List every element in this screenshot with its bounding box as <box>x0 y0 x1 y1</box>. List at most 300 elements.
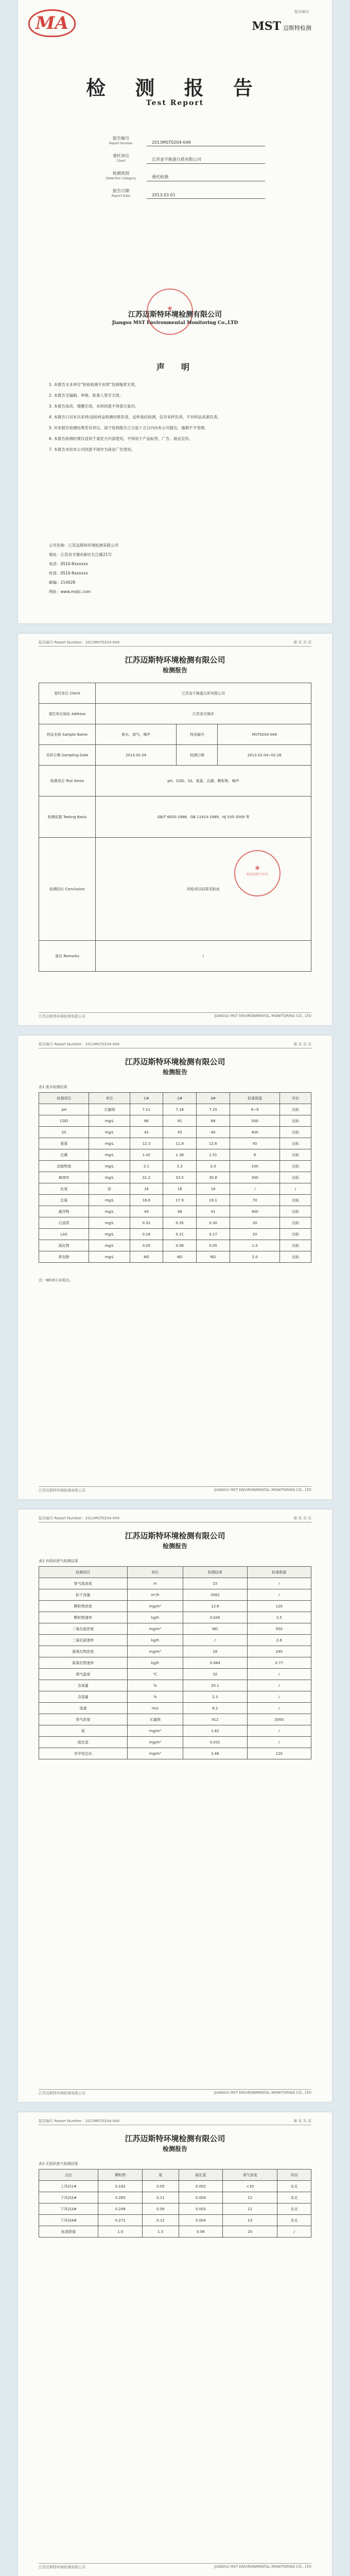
table-cell: 0.248 <box>98 2204 143 2215</box>
table-cell: 20.1 <box>183 1680 247 1691</box>
table-cell: 88 <box>197 1115 230 1127</box>
table-cell: 0.21 <box>163 1229 197 1240</box>
table-cell: 达标 <box>280 1138 311 1149</box>
table-cell: 总氮 <box>39 1195 89 1206</box>
table-cell: 7.18 <box>163 1104 197 1115</box>
table-row <box>39 1149 311 1161</box>
column-header: 2# <box>163 1093 197 1104</box>
table-cell: 东北 <box>277 2192 311 2204</box>
table-cell: 臭气浓度 <box>39 1714 128 1725</box>
table-cell: / <box>247 1737 311 1748</box>
exhaust-page <box>18 1510 332 2102</box>
exhaust-table <box>39 1566 311 1759</box>
table-cell: 70 <box>230 1195 279 1206</box>
table-row <box>39 1635 311 1646</box>
table-header-row <box>39 1093 311 1104</box>
table-row <box>39 1714 311 1725</box>
table-cell: 8.2 <box>183 1703 247 1714</box>
table-cell: 达标 <box>280 1104 311 1115</box>
table-row: 检测结论 Conclusion 所检项目结果见附表 <box>39 838 311 941</box>
table-cell: 45 <box>230 1138 279 1149</box>
page-header: 报告编号 Report Number：2013MST0204-049 第 页 共 页 <box>39 1042 311 1048</box>
table-cell: mg/L <box>89 1172 130 1183</box>
table-cell: 2.0 <box>230 1251 279 1263</box>
table-cell: 1.38 <box>163 1149 197 1161</box>
table-cell: 东北 <box>277 2204 311 2215</box>
inspection-seal: ★ 检验检测专用章 <box>234 850 281 896</box>
table-cell: 2.6 <box>247 1635 311 1646</box>
table-cell: 20 <box>223 2226 277 2238</box>
table-cell: 非甲烷总烃 <box>39 1748 128 1759</box>
table-cell: 6~9 <box>230 1104 279 1115</box>
field-label-en: Report Number <box>109 142 133 145</box>
cover-company: 江苏迈斯特环境检测有限公司 <box>128 311 222 319</box>
table-row <box>39 1748 311 1759</box>
table-cell: mg/L <box>89 1251 130 1263</box>
declaration-item: 5. 对本报告检测结果若有异议，请于收到报告之日起十五日内向本公司提出，逾期不予受理。 <box>49 426 208 430</box>
table-row <box>39 1691 311 1703</box>
table-cell: COD <box>39 1115 89 1127</box>
cover-field <box>95 181 265 199</box>
field-label-en: Detection Category <box>106 177 136 180</box>
table-cell: 下风向4# <box>39 2215 98 2226</box>
table-cell: 0.271 <box>98 2215 143 2226</box>
field-value: 委托检测 <box>147 174 265 181</box>
wastewater-page <box>18 1036 332 1499</box>
page-footer: 江苏迈斯特环境检测有限公司 JIANGSU MST ENVIRONMENTAL MONITORING CO., LTD <box>39 2563 311 2570</box>
report-no-label: 报告编号： <box>294 10 312 14</box>
table-header-row <box>39 1567 311 1578</box>
table-cell: 400 <box>230 1127 279 1138</box>
table-cell: 达标 <box>280 1240 311 1251</box>
table-cell: 0.265 <box>98 2192 143 2204</box>
table-cell: ND <box>130 1251 163 1263</box>
table-row <box>39 1657 311 1669</box>
table-cell: 0.11 <box>143 2192 179 2204</box>
table-cell: 氨氮 <box>39 1138 89 1149</box>
table-cell: / <box>247 1703 311 1714</box>
table-cell: ℃ <box>127 1669 183 1680</box>
page-header: 报告编号 Report Number：2013MST0204-049 第 页 共 页 <box>39 640 311 647</box>
page-header: 报告编号 Report Number：2013MST0204-049 第 页 共 页 <box>39 1516 311 1522</box>
table-cell: mg/m³ <box>127 1748 183 1759</box>
table-cell: 0.05 <box>130 1240 163 1251</box>
table-cell: 16 <box>130 1183 163 1195</box>
table-cell: % <box>127 1691 183 1703</box>
table-cell: 300 <box>230 1172 279 1183</box>
table-cell: / <box>247 1680 311 1691</box>
table-cell: 东北 <box>277 2215 311 2226</box>
field-label-en: Report Date <box>111 194 131 198</box>
table-cell: / <box>247 1578 311 1589</box>
table-cell: 达标 <box>280 1229 311 1240</box>
table-cell: 0.002 <box>179 2181 223 2192</box>
table-row: 采样日期 Sampling Date 2013.02.04 检测日期 2013.02.04~02.26 <box>39 745 311 766</box>
section-report: 检测报告 <box>162 1543 187 1550</box>
declaration-item: 3. 本报告涂改、增删无效，未经同意不得部分复印。 <box>49 404 139 409</box>
table-cell: mg/L <box>89 1138 130 1149</box>
table-row: 检测依据 Testing Basis GB/T 6920-1986、GB 11914-1989、HJ 535-2009 等 <box>39 796 311 838</box>
table-row <box>39 1115 311 1127</box>
column-header: 点位 <box>39 2170 98 2181</box>
table-row: 委托单位 Client 江苏金不换蛋白质有限公司 <box>39 683 311 704</box>
table-cell: kg/h <box>127 1612 183 1623</box>
table-cell: / <box>247 1589 311 1601</box>
table-cell: 20 <box>230 1229 279 1240</box>
table-cell: 17.9 <box>163 1195 197 1206</box>
table-row <box>39 1589 311 1601</box>
table-cell: / <box>247 1669 311 1680</box>
table-row <box>39 1161 311 1172</box>
ma-logo: MA <box>28 9 76 37</box>
contact-block <box>49 541 255 597</box>
cover-field <box>95 164 265 181</box>
table-cell: 烟气温度 <box>39 1669 128 1680</box>
table-row <box>39 1206 311 1217</box>
table-cell: 0.12 <box>143 2215 179 2226</box>
table-cell: 3.5 <box>247 1612 311 1623</box>
table-cell: pH <box>39 1104 89 1115</box>
column-header: 评价 <box>280 1093 311 1104</box>
table-cell: 挥发酚 <box>39 1251 89 1263</box>
table-cell: 120 <box>247 1748 311 1759</box>
table-cell: / <box>280 1183 311 1195</box>
table-cell: mg/m³ <box>127 1646 183 1657</box>
table-caption: 表3 无组织废气检测结果 <box>39 2162 78 2166</box>
section-report: 检测报告 <box>162 1069 187 1076</box>
declaration-item: 2. 本报告无编制、审核、批准人签字无效。 <box>49 393 124 398</box>
table-row: 委托单位地址 Address 江苏省无锡市 <box>39 704 311 724</box>
table-cell: 1.0 <box>230 1240 279 1251</box>
section-company: 江苏迈斯特环境检测有限公司 <box>125 1531 225 1540</box>
table-cell: 240 <box>247 1646 311 1657</box>
table-cell: 1.0 <box>98 2226 143 2238</box>
table-cell: 上风向1# <box>39 2181 98 2192</box>
table-cell: 30.8 <box>197 1172 230 1183</box>
table-cell: m³/h <box>127 1589 183 1601</box>
field-value: 江苏金不换蛋白质有限公司 <box>147 157 265 164</box>
table-cell: 标干流量 <box>39 1589 128 1601</box>
table-caption: 表1 废水检测结果 <box>39 1085 67 1089</box>
column-header: 风向 <box>277 2170 311 2181</box>
table-cell: mg/L <box>89 1161 130 1172</box>
wastewater-table <box>39 1092 311 1263</box>
table-cell: % <box>127 1680 183 1691</box>
table-cell: <10 <box>223 2181 277 2192</box>
table-cell: mg/m³ <box>127 1737 183 1748</box>
table-cell: 12.6 <box>183 1601 247 1612</box>
table-cell: 达标 <box>280 1172 311 1183</box>
table-cell: 0.182 <box>98 2181 143 2192</box>
table-cell: 8 <box>230 1149 279 1161</box>
mst-logo-sub: 迈斯特检测 <box>283 25 311 31</box>
table-cell: 550 <box>247 1623 311 1635</box>
table-row <box>39 1623 311 1635</box>
table-cell: 40 <box>197 1127 230 1138</box>
table-cell: 东北 <box>277 2181 311 2192</box>
column-header: 检测项目 <box>39 1567 128 1578</box>
column-header: 标准限值 <box>230 1093 279 1104</box>
table-cell: 42 <box>130 1127 163 1138</box>
table-cell: 1.42 <box>130 1149 163 1161</box>
cover-subtitle: Test Report <box>146 99 204 107</box>
cover-seal: ★ <box>147 289 193 335</box>
table-cell: 2.3 <box>183 1691 247 1703</box>
table-cell: 下风向2# <box>39 2192 98 2204</box>
table-cell: 0.004 <box>179 2215 223 2226</box>
table-row <box>39 2204 311 2215</box>
table-row <box>39 1240 311 1251</box>
mst-logo <box>252 20 311 33</box>
table-cell: 31.2 <box>130 1172 163 1183</box>
table-cell: 20 <box>230 1217 279 1229</box>
table-cell: 无量纲 <box>127 1714 183 1725</box>
table-row <box>39 1195 311 1206</box>
table-row <box>39 1251 311 1263</box>
table-cell: 7.25 <box>197 1104 230 1115</box>
table-cell: 86 <box>130 1115 163 1127</box>
table-cell: 氮氧化物速率 <box>39 1657 128 1669</box>
table-cell: mg/L <box>89 1217 130 1229</box>
table-cell: 0.35 <box>163 1217 197 1229</box>
column-header: 3# <box>197 1093 230 1104</box>
table-header-row <box>39 2170 311 2181</box>
contact-line: 公司名称：江苏迈斯特环境检测有限公司 <box>49 543 118 548</box>
table-cell: kg/h <box>127 1635 183 1646</box>
table-cell: mg/L <box>89 1127 130 1138</box>
table-cell: 1.5 <box>143 2226 179 2238</box>
table-cell: 0.77 <box>247 1657 311 1669</box>
column-header: 单位 <box>127 1567 183 1578</box>
table-cell: 动植物油 <box>39 1161 89 1172</box>
table-cell: 达标 <box>280 1206 311 1217</box>
table-cell: 2.1 <box>130 1161 163 1172</box>
page-header: 报告编号 Report Number：2013MST0204-049 第 页 共 页 <box>39 2119 311 2125</box>
section-company: 江苏迈斯特环境检测有限公司 <box>125 1057 225 1066</box>
table-row <box>39 1229 311 1240</box>
table-cell: 达标 <box>280 1149 311 1161</box>
table-cell: 达标 <box>280 1161 311 1172</box>
table-cell: 0.064 <box>183 1657 247 1669</box>
table-cell: mg/L <box>89 1206 130 1217</box>
table-cell: 含氧量 <box>39 1680 128 1691</box>
table-cell: 二氧化硫速率 <box>39 1635 128 1646</box>
contact-line: 地址：江苏省无锡市新区长江路21号 <box>49 552 112 557</box>
column-header: 检测结果 <box>183 1567 247 1578</box>
table-cell: 0.003 <box>179 2204 223 2215</box>
table-cell: 45 <box>163 1127 197 1138</box>
table-cell: BOD5 <box>39 1172 89 1183</box>
table-row <box>39 1669 311 1680</box>
table-cell: 12 <box>223 2192 277 2204</box>
page-footer: 江苏迈斯特环境检测有限公司 JIANGSU MST ENVIRONMENTAL MONITORING CO., LTD <box>39 2089 311 2096</box>
table-cell: 16 <box>197 1183 230 1195</box>
cover-field <box>95 129 265 146</box>
table-row <box>39 1680 311 1691</box>
table-cell: 3562 <box>183 1589 247 1601</box>
table-cell: 0.17 <box>197 1229 230 1240</box>
table-cell: / <box>247 1725 311 1737</box>
table-cell: 氨 <box>39 1725 128 1737</box>
table-cell: 412 <box>183 1714 247 1725</box>
table-cell: 19.1 <box>197 1195 230 1206</box>
column-header: 1# <box>130 1093 163 1104</box>
table-cell: m/s <box>127 1703 183 1714</box>
table-row <box>39 2215 311 2226</box>
declaration-item: 6. 本报告检测结果仅适用于委托方内部使用，不得用于产品标签、广告、商业宣传。 <box>49 436 193 441</box>
contact-line: 电话：0510-8xxxxxx <box>49 562 88 566</box>
table-cell: 含湿量 <box>39 1691 128 1703</box>
table-cell: 1.82 <box>183 1725 247 1737</box>
table-cell: 12.6 <box>197 1138 230 1149</box>
section-company: 江苏迈斯特环境检测有限公司 <box>125 655 225 665</box>
column-header: 氨 <box>143 2170 179 2181</box>
info-table <box>39 683 311 972</box>
table-cell: 18 <box>183 1646 247 1657</box>
table-row <box>39 1601 311 1612</box>
field-label: 报告日期 <box>113 189 129 193</box>
table-cell: 悬浮物 <box>39 1206 89 1217</box>
table-cell: mg/L <box>89 1229 130 1240</box>
fugitive-page <box>18 2112 332 2576</box>
mst-logo-text: MST <box>252 20 281 33</box>
table-row <box>39 1703 311 1714</box>
table-row <box>39 1646 311 1657</box>
field-value: 2013MST0204-049 <box>147 140 265 146</box>
table-cell: 0.18 <box>130 1229 163 1240</box>
column-header: 颗粒物 <box>98 2170 143 2181</box>
table-cell: / <box>183 1635 247 1646</box>
table-cell: 16 <box>163 1183 197 1195</box>
page-footer: 江苏迈斯特环境检测有限公司 JIANGSU MST ENVIRONMENTAL MONITORING CO., LTD <box>39 1486 311 1493</box>
cover-company-en: Jiangsu MST Environmental Monitoring Co.,LTD <box>112 320 238 326</box>
table-cell: / <box>247 1691 311 1703</box>
column-header: 标准限值 <box>247 1567 311 1578</box>
column-header: 单位 <box>89 1093 130 1104</box>
table-cell: 100 <box>230 1161 279 1172</box>
table-cell: 18.6 <box>130 1195 163 1206</box>
table-cell: 二氧化硫浓度 <box>39 1623 128 1635</box>
info-page <box>18 634 332 1025</box>
table-row <box>39 2181 311 2192</box>
declaration-item: 4. 本报告只对本次采样/送检样品检测结果负责。送样委托检测，仅对来样负责，不对样品来源负责。 <box>49 415 221 419</box>
table-cell: LAS <box>39 1229 89 1240</box>
table-cell: 400 <box>230 1206 279 1217</box>
table-cell: mg/L <box>89 1149 130 1161</box>
page-footer: 江苏迈斯特环境检测有限公司 JIANGSU MST ENVIRONMENTAL MONITORING CO., LTD <box>39 1012 311 1019</box>
table-cell: 达标 <box>280 1127 311 1138</box>
table-cell: ND <box>183 1623 247 1635</box>
table-row: 检测项目 Test Items pH、COD、SS、氨氮、总磷、颗粒物、噪声 <box>39 766 311 796</box>
table-cell: 0.30 <box>197 1217 230 1229</box>
contact-line: 网址：www.mstjc.com <box>49 589 91 594</box>
column-header: 硫化氢 <box>179 2170 223 2181</box>
table-cell: mg/m³ <box>127 1623 183 1635</box>
table-cell: 0.06 <box>163 1240 197 1251</box>
table-cell: 氮氧化物浓度 <box>39 1646 128 1657</box>
section-report: 检测报告 <box>162 667 187 674</box>
table-cell: 120 <box>247 1601 311 1612</box>
table-row <box>39 1172 311 1183</box>
table-cell: 13 <box>223 2215 277 2226</box>
table-caption: 表2 有组织废气检测结果 <box>39 1559 78 1563</box>
table-cell: mg/L <box>89 1195 130 1206</box>
table-cell: 0.05 <box>197 1240 230 1251</box>
table-cell: ND <box>197 1251 230 1263</box>
table-cell: 0.05 <box>143 2181 179 2192</box>
declaration-item: 1. 本报告无本单位"检验检测专用章"及骑缝章无效。 <box>49 382 138 387</box>
table-cell: 石油类 <box>39 1217 89 1229</box>
table-cell: 7.21 <box>130 1104 163 1115</box>
declaration-title: 声 明 <box>156 362 194 372</box>
table-cell: 硫化氢 <box>39 1737 128 1748</box>
table-cell: 达标 <box>280 1217 311 1229</box>
contact-line: 传真：0510-8xxxxxx <box>49 571 88 575</box>
table-cell: 达标 <box>280 1115 311 1127</box>
table-cell: 0.045 <box>183 1612 247 1623</box>
table-cell: 达标 <box>280 1195 311 1206</box>
table-cell: mg/m³ <box>127 1725 183 1737</box>
cover-fields <box>95 129 265 199</box>
field-label: 报告编号 <box>113 136 129 141</box>
table-cell: mg/L <box>89 1115 130 1127</box>
table-cell: 46 <box>163 1206 197 1217</box>
declaration-item: 7. 本报告未经本公司同意不得作为商业广告使用。 <box>49 447 135 452</box>
table-row <box>39 2192 311 2204</box>
section-report: 检测报告 <box>162 2145 187 2153</box>
table-cell: 2.3 <box>163 1161 197 1172</box>
table-cell: mg/m³ <box>127 1601 183 1612</box>
table-row: 备注 Remarks / <box>39 941 311 972</box>
cover-title: 检 测 报 告 <box>86 76 264 99</box>
table-row: 样品名称 Sample Name 废水、废气、噪声 样品编号 MST0204-049 <box>39 724 311 745</box>
table-cell: 41 <box>197 1206 230 1217</box>
table-cell: kg/h <box>127 1657 183 1669</box>
table-cell: 0.004 <box>179 2192 223 2204</box>
table-row <box>39 1127 311 1138</box>
table-cell: 0.031 <box>183 1737 247 1748</box>
field-label: 委托单位 <box>113 154 129 158</box>
table-cell: 0.32 <box>130 1217 163 1229</box>
table-cell: 2000 <box>247 1714 311 1725</box>
table-cell: 11 <box>223 2204 277 2215</box>
table-cell: m <box>127 1578 183 1589</box>
table-cell: 1.51 <box>197 1149 230 1161</box>
field-value: 2013.03.01 <box>147 193 265 199</box>
table-row <box>39 1578 311 1589</box>
table-row <box>39 1104 311 1115</box>
table-cell: 32 <box>183 1669 247 1680</box>
table-cell: 硫化物 <box>39 1240 89 1251</box>
table-cell: 颗粒物速率 <box>39 1612 128 1623</box>
table-cell: 达标 <box>280 1251 311 1263</box>
table-cell: 91 <box>163 1115 197 1127</box>
table-cell: 12.3 <box>130 1138 163 1149</box>
cover-field <box>95 146 265 164</box>
table-row <box>39 1217 311 1229</box>
section-company: 江苏迈斯特环境检测有限公司 <box>125 2134 225 2143</box>
table-row <box>39 1183 311 1195</box>
table-cell: 15 <box>183 1578 247 1589</box>
table-cell: 颗粒物浓度 <box>39 1601 128 1612</box>
table-cell: SS <box>39 1127 89 1138</box>
fugitive-table <box>39 2169 311 2238</box>
table-cell: / <box>277 2226 311 2238</box>
table-row <box>39 1138 311 1149</box>
field-label: 检测类别 <box>113 171 129 176</box>
table-cell: 标准限值 <box>39 2226 98 2238</box>
table-cell: 排气筒高度 <box>39 1578 128 1589</box>
